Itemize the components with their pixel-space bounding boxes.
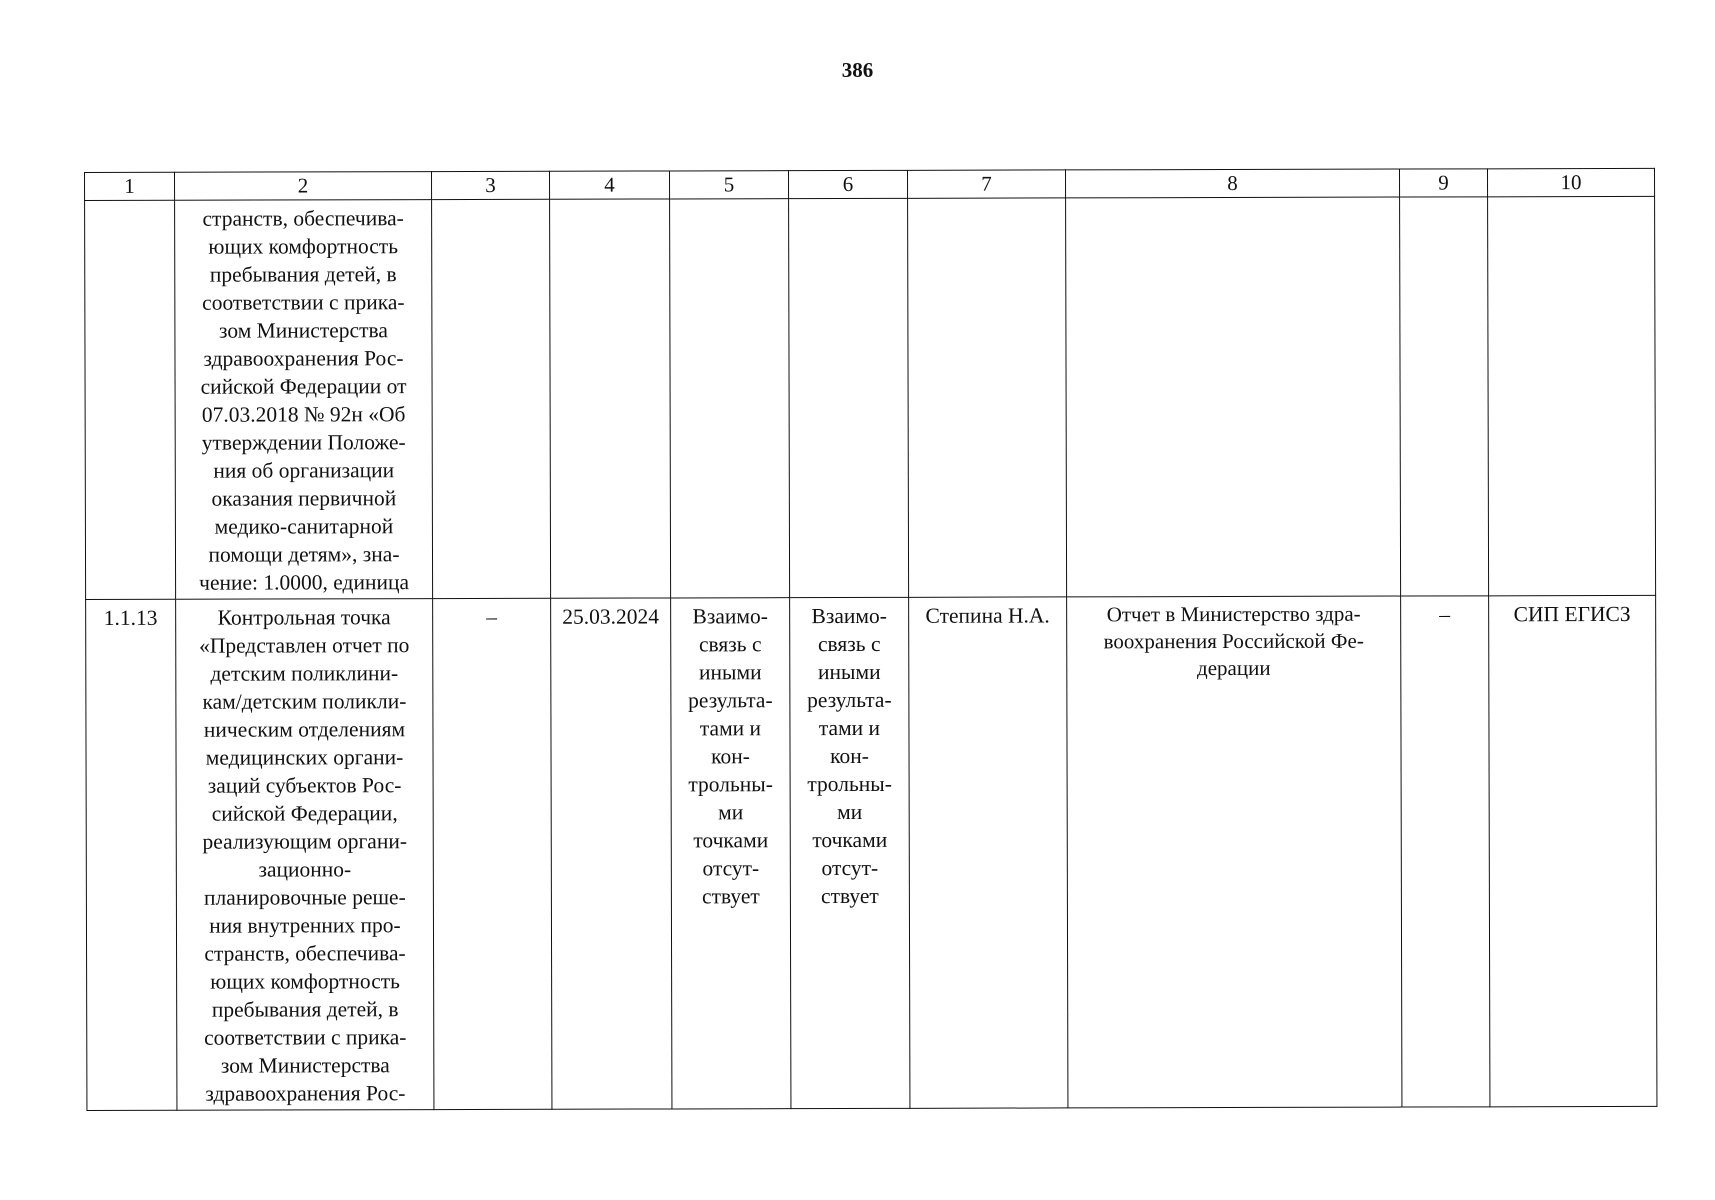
end-date-text: 25.03.2024	[562, 604, 660, 629]
description-cell	[176, 599, 434, 1111]
successor-cell	[790, 597, 910, 1108]
column-number-header: 2	[175, 172, 432, 201]
column-number-header-row	[85, 168, 1655, 200]
responsible-text: Степина Н.А.	[925, 603, 1050, 628]
predecessor-text: Взаимо- связь с иными результа- тами и кон- трольны- ми точками отсут- ствует	[688, 604, 773, 909]
predecessor-cell	[671, 598, 791, 1109]
level-cell	[1401, 596, 1490, 1107]
plan-table	[84, 168, 1657, 1111]
column-number-header: 7	[907, 170, 1065, 198]
description-text: Контрольная точка «Представлен отчет по детским поликлини- кам/детским поликли- ническим отделениям медицинских органи- заций субъектов Рос- сийской Федерации, реализующим органи- зационно- планировочные реше- ния внутренних про- странств, обеспечива- ющих комфортность пребывания детей, в соответствии с прика- зом Министерства здравоохранения Рос-	[199, 605, 410, 1106]
start-date-cell	[432, 199, 551, 598]
level-text: –	[1439, 602, 1451, 627]
responsible-cell	[909, 597, 1068, 1108]
column-number-header: 9	[1399, 169, 1487, 197]
info-system-cell	[1488, 196, 1656, 595]
description-cell	[175, 200, 433, 600]
level-cell	[1400, 197, 1489, 596]
info-system-cell	[1489, 595, 1657, 1106]
start-date-text: –	[486, 604, 498, 629]
responsible-cell	[908, 198, 1067, 597]
column-number-header: 8	[1065, 169, 1399, 198]
item-number-cell	[85, 200, 176, 599]
column-number-header: 10	[1487, 168, 1654, 196]
item-number-text: 1.1.13	[103, 605, 158, 630]
info-system-text: СИП ЕГИСЗ	[1513, 601, 1631, 627]
description-text: странств, обеспечива- ющих комфортность пребывания детей, в соответствии с прика- зом Министерства здравоохранения Рос- сийской Федерации от 07.03.2018 № 92н «Об утверждении Положе- ния об организации оказания первичной медико-санитарной помощи детям», зна- чение: 1.0000, единица	[199, 206, 410, 595]
column-number-header: 5	[669, 171, 788, 199]
successor-text: Взаимо- связь с иными результа- тами и кон- трольны- ми точками отсут- ствует	[807, 603, 892, 909]
table-row-1-1-13	[86, 595, 1657, 1110]
column-number-header: 4	[549, 171, 669, 199]
end-date-cell	[550, 199, 671, 598]
column-number-header: 3	[432, 171, 550, 199]
successor-cell	[789, 198, 909, 597]
result-document-cell	[1066, 197, 1401, 597]
start-date-cell	[433, 598, 552, 1109]
column-number-header: 1	[85, 172, 175, 200]
predecessor-cell	[670, 199, 790, 598]
end-date-cell	[551, 598, 672, 1109]
page-number: 386	[841, 58, 874, 82]
table-row-continuation	[85, 196, 1656, 599]
result-document-text: Отчет в Министерство здра- воохранения Российской Фе- дерации	[1103, 601, 1364, 681]
column-number-header: 6	[788, 170, 907, 198]
item-number-cell	[86, 599, 177, 1110]
result-document-cell	[1067, 596, 1402, 1108]
